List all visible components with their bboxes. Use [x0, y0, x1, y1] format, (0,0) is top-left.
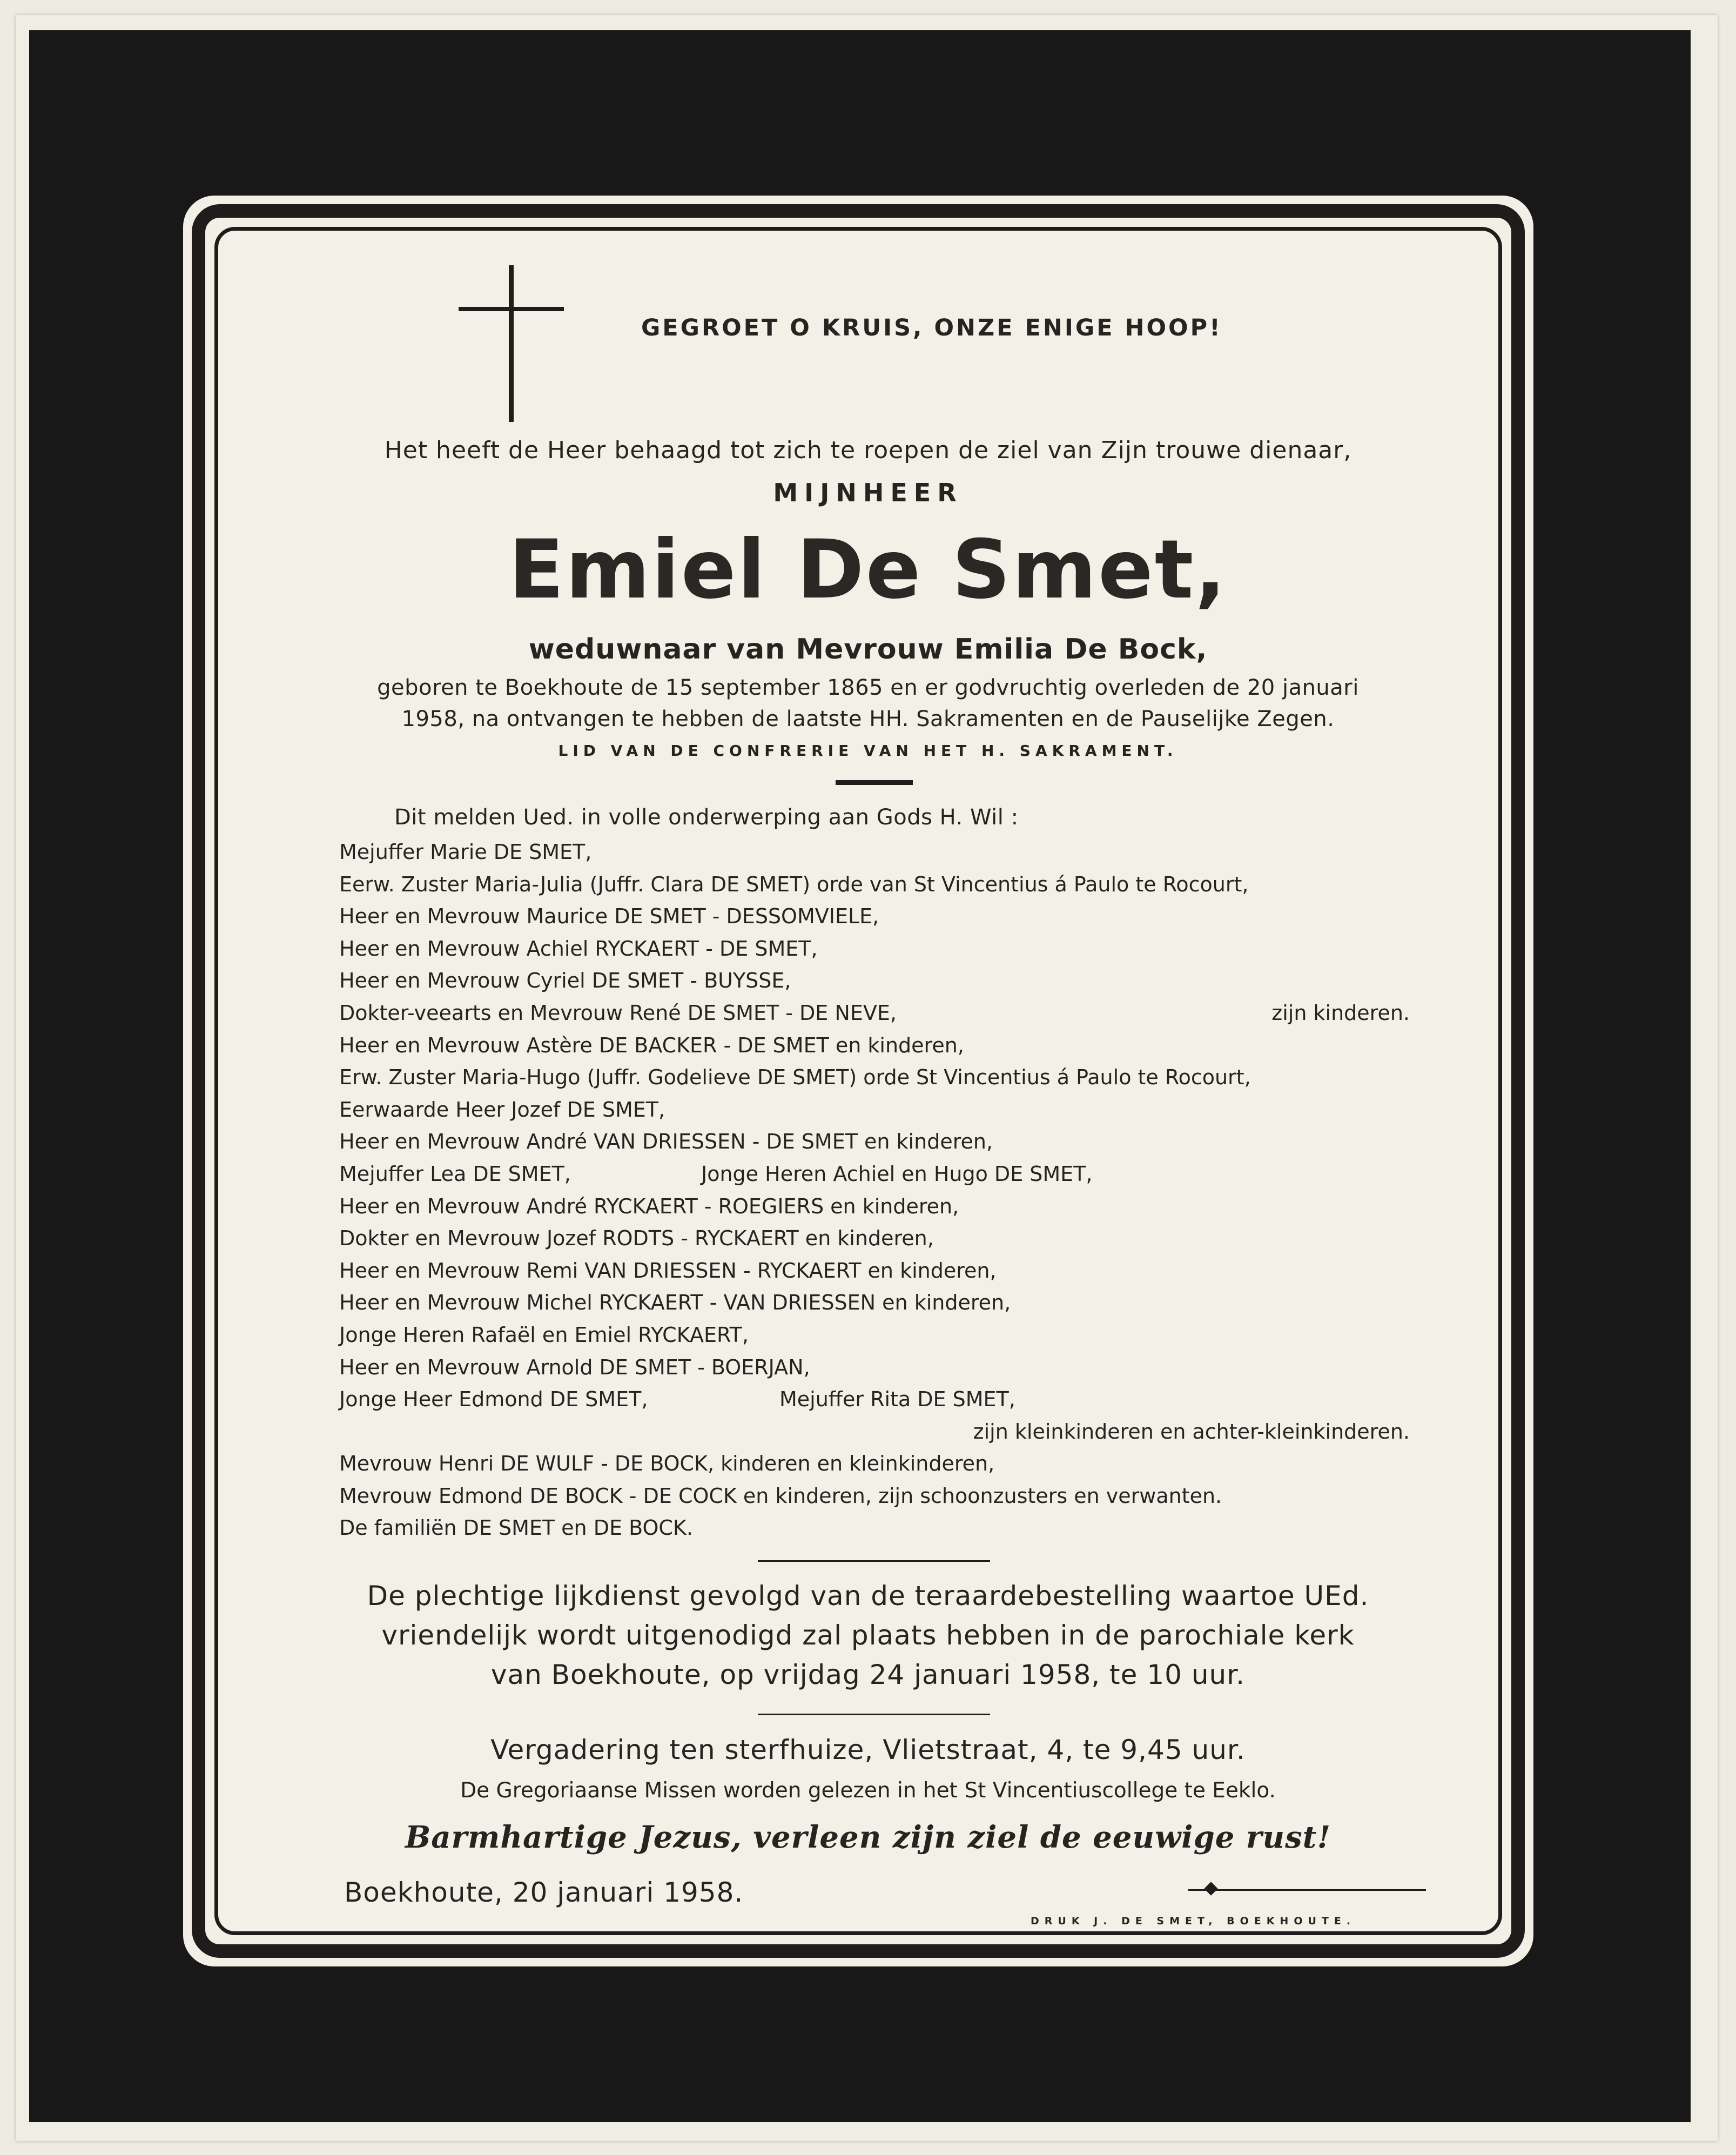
- family-line: [339, 1448, 1419, 1480]
- place-date: Boekhoute, 20 januari 1958.: [344, 1877, 744, 1908]
- family-line-text: Heer en Mevrouw Arnold DE SMET - BOERJAN,: [339, 1355, 810, 1379]
- family-line: [339, 1191, 1419, 1223]
- motto: GEGROET O KRUIS, ONZE ENIGE HOOP!: [641, 314, 1222, 341]
- family-line: [339, 1223, 1419, 1255]
- family-line: [339, 1062, 1419, 1094]
- family-line-text: Mevrouw Edmond DE BOCK - DE COCK en kinderen, zijn schoonzusters en verwanten.: [339, 1483, 1222, 1508]
- family-line-text-second: Jonge Heren Achiel en Hugo DE SMET,: [701, 1162, 1093, 1186]
- family-line-text: Jonge Heer Edmond DE SMET,: [339, 1387, 648, 1412]
- family-line: [339, 1512, 1419, 1545]
- divider-short: [836, 780, 913, 785]
- family-line-text: Mejuffer Marie DE SMET,: [339, 840, 592, 864]
- widower-line: weduwnaar van Mevrouw Emilia De Bock,: [528, 633, 1208, 666]
- family-line: [339, 901, 1419, 933]
- family-line: [339, 997, 1419, 1030]
- family-line-text: Dokter en Mevrouw Jozef RODTS - RYCKAERT en kinderen,: [339, 1226, 934, 1251]
- family-line: [339, 1352, 1419, 1384]
- printer-credit: DRUK J. DE SMET, BOEKHOUTE.: [1031, 1915, 1356, 1927]
- family-line: [339, 1126, 1419, 1158]
- family-line-text: De familiën DE SMET en DE BOCK.: [339, 1516, 693, 1540]
- family-line: [339, 1319, 1419, 1352]
- service-line-2: vriendelijk wordt uitgenodigd zal plaats hebben in de parochiale kerk: [381, 1620, 1355, 1651]
- family-line: [339, 1416, 1419, 1448]
- birth-death-line: geboren te Boekhoute de 15 september 1865 en er godvruchtig overleden de 20 januari: [377, 675, 1359, 700]
- gathering-line: Vergadering ten sterfhuize, Vlietstraat, 4, te 9,45 uur.: [490, 1734, 1246, 1765]
- deceased-name: Emiel De Smet,: [508, 523, 1228, 617]
- ornament-line: [1188, 1889, 1426, 1891]
- family-line-text: Heer en Mevrouw Remi VAN DRIESSEN - RYCKAERT en kinderen,: [339, 1258, 997, 1283]
- family-group-label: zijn kleinkinderen en achter-kleinkinderen.: [973, 1419, 1410, 1444]
- family-line-text: Eerwaarde Heer Jozef DE SMET,: [339, 1097, 665, 1122]
- service-line-1: De plechtige lijkdienst gevolgd van de teraardebestelling waartoe UEd.: [367, 1580, 1369, 1612]
- family-list: [339, 836, 1419, 1545]
- family-line: [339, 1480, 1419, 1513]
- announcement-line: Dit melden Ued. in volle onderwerping aan Gods H. Wil :: [394, 805, 1019, 830]
- intro-line: Het heeft de Heer behaagd tot zich te roepen de ziel van Zijn trouwe dienaar,: [384, 437, 1352, 464]
- service-line-3: van Boekhoute, op vrijdag 24 januari 1958, te 10 uur.: [490, 1659, 1246, 1690]
- family-line-text: Heer en Mevrouw Michel RYCKAERT - VAN DRIESSEN en kinderen,: [339, 1291, 1011, 1315]
- divider-line: [758, 1714, 990, 1715]
- family-line-text: Heer en Mevrouw André VAN DRIESSEN - DE SMET en kinderen,: [339, 1130, 993, 1154]
- family-group-label: zijn kinderen.: [1271, 1001, 1410, 1025]
- family-line-text: Mevrouw Henri DE WULF - DE BOCK, kinderen en kleinkinderen,: [339, 1452, 995, 1476]
- cross-icon: [509, 265, 514, 422]
- family-line-text: Heer en Mevrouw Achiel RYCKAERT - DE SMET,: [339, 936, 818, 961]
- family-line-text: Heer en Mevrouw André RYCKAERT - ROEGIERS en kinderen,: [339, 1194, 959, 1218]
- sacraments-line: 1958, na ontvangen te hebben de laatste HH. Sakramenten en de Pauselijke Zegen.: [401, 707, 1335, 731]
- cross-icon-bar: [459, 307, 564, 311]
- family-line-text-second: Mejuffer Rita DE SMET,: [779, 1387, 1015, 1412]
- family-line-text: Erw. Zuster Maria-Hugo (Juffr. Godelieve DE SMET) orde St Vincentius á Paulo te Rocourt,: [339, 1065, 1251, 1090]
- divider-line: [758, 1560, 990, 1562]
- family-line: [339, 933, 1419, 965]
- family-line-text: Dokter-veearts en Mevrouw René DE SMET - DE NEVE,: [339, 1001, 897, 1025]
- membership-line: LID VAN DE CONFRERIE VAN HET H. SAKRAMENT.: [558, 742, 1178, 760]
- family-line: [339, 965, 1419, 997]
- family-line: [339, 1255, 1419, 1287]
- family-line: [339, 1094, 1419, 1126]
- family-line-text: Mejuffer Lea DE SMET,: [339, 1162, 571, 1186]
- masses-line: De Gregoriaanse Missen worden gelezen in het St Vincentiuscollege te Eeklo.: [460, 1778, 1276, 1803]
- family-line: [339, 1287, 1419, 1319]
- family-line-text: Heer en Mevrouw Astère DE BACKER - DE SMET en kinderen,: [339, 1033, 964, 1057]
- family-line: [339, 836, 1419, 869]
- family-line-text: Heer en Mevrouw Maurice DE SMET - DESSOMVIELE,: [339, 904, 879, 929]
- family-line: [339, 1030, 1419, 1062]
- honorific-title: MIJNHEER: [773, 478, 963, 507]
- family-line-text: Heer en Mevrouw Cyriel DE SMET - BUYSSE,: [339, 969, 791, 993]
- family-line-text: Eerw. Zuster Maria-Julia (Juffr. Clara DE SMET) orde van St Vincentius á Paulo te Rocourt,: [339, 872, 1249, 896]
- family-line-text: Jonge Heren Rafaël en Emiel RYCKAERT,: [339, 1322, 749, 1347]
- prayer-line: Barmhartige Jezus, verleen zijn ziel de eeuwige rust!: [405, 1820, 1331, 1855]
- family-line: [339, 1384, 1419, 1416]
- family-line: [339, 1158, 1419, 1191]
- family-line: [339, 869, 1419, 901]
